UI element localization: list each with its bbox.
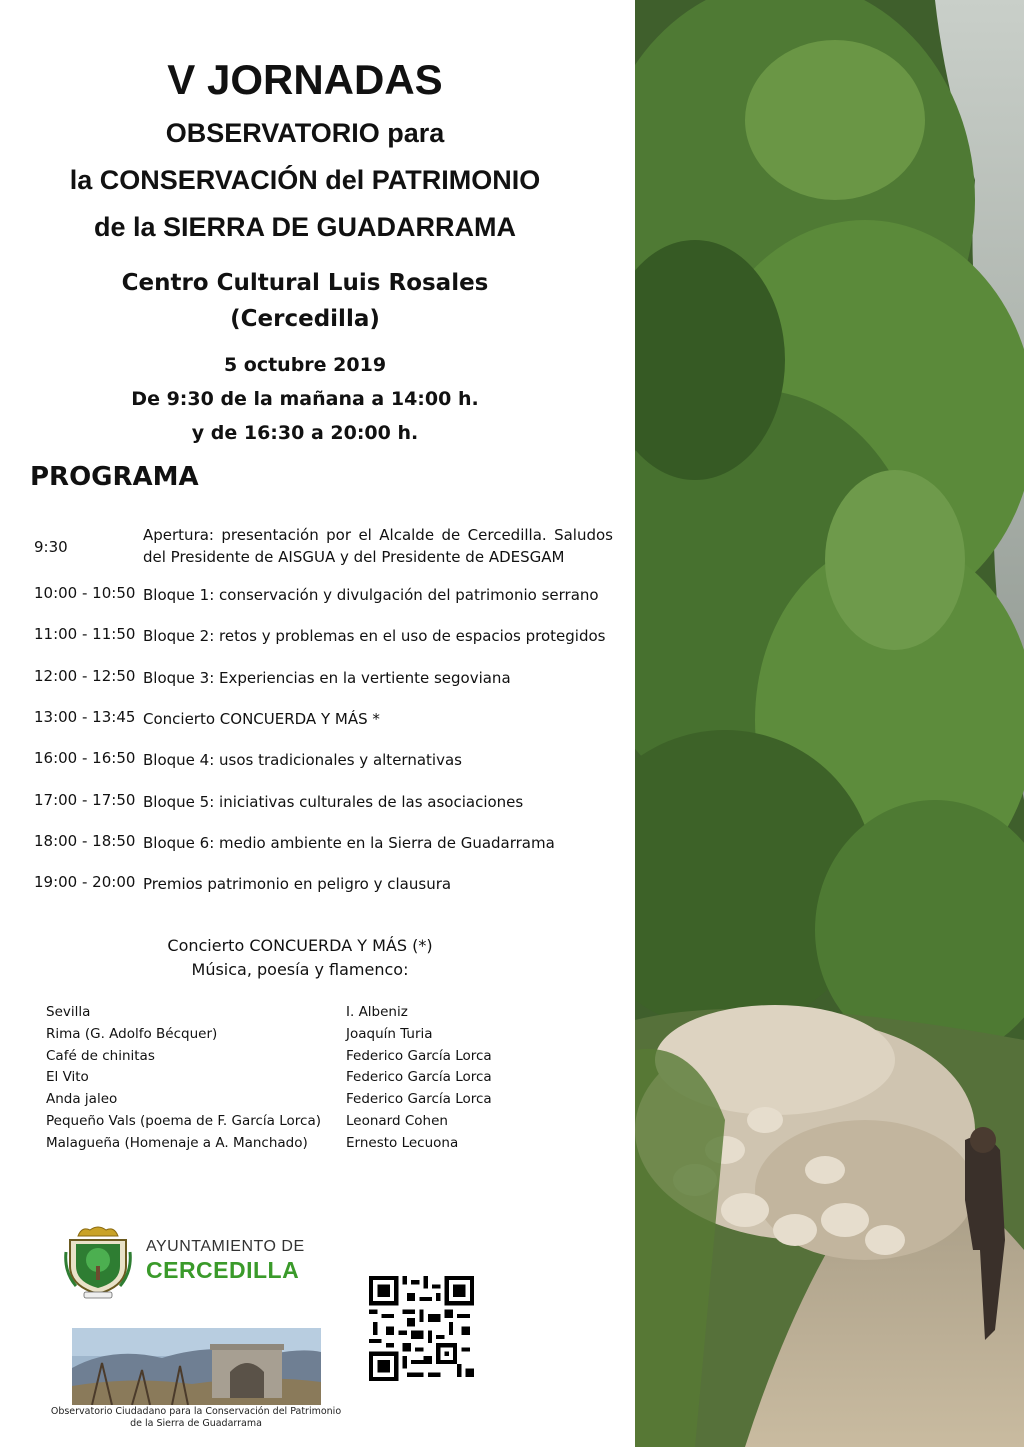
song-author: Joaquín Turia <box>346 1025 433 1042</box>
programa-time: 11:00 - 11:50 <box>34 625 136 643</box>
event-hours-morning: De 9:30 de la mañana a 14:00 h. <box>131 388 479 410</box>
programa-time: 12:00 - 12:50 <box>34 667 136 685</box>
observatorio-caption <box>40 1406 352 1429</box>
ayuntamiento-label: AYUNTAMIENTO DE <box>146 1238 305 1255</box>
programa-desc: Bloque 5: iniciativas culturales de las asociaciones <box>143 793 524 811</box>
programa-desc: Bloque 1: conservación y divulgación del patrimonio serrano <box>143 586 599 604</box>
song-authors-list <box>346 1002 492 1155</box>
programa-time: 18:00 - 18:50 <box>34 832 136 850</box>
programa-desc: Apertura: presentación por el Alcalde de Cercedilla. Saludos del Presidente de AISGUA y del Presidente de ADESGAM <box>143 526 613 566</box>
song-title: Rima (G. Adolfo Bécquer) <box>46 1025 218 1042</box>
event-subtitle-line3: de la SIERRA DE GUADARRAMA <box>93 212 517 242</box>
programa-time: 9:30 <box>34 538 68 556</box>
song-author: Ernesto Lecuona <box>346 1134 459 1151</box>
song-author: Leonard Cohen <box>346 1112 448 1129</box>
song-title: Café de chinitas <box>46 1047 155 1064</box>
programa-time: 16:00 - 16:50 <box>34 749 136 767</box>
observatorio-caption-line2: de la Sierra de Guadarrama <box>130 1417 262 1429</box>
song-titles-list <box>46 1002 321 1155</box>
event-hours-afternoon: y de 16:30 a 20:00 h. <box>191 422 419 444</box>
programa-time: 17:00 - 17:50 <box>34 791 136 809</box>
programa-time: 13:00 - 13:45 <box>34 708 136 726</box>
programa-desc: Premios patrimonio en peligro y clausura <box>143 875 452 893</box>
song-title: El Vito <box>46 1069 89 1086</box>
qr-code[interactable] <box>369 1276 474 1381</box>
observatorio-logo-image <box>72 1328 321 1405</box>
coat-of-arms-icon <box>62 1222 134 1300</box>
song-title: Malagueña (Homenaje a A. Manchado) <box>46 1134 308 1151</box>
ayuntamiento-logo <box>62 1222 332 1302</box>
song-title: Pequeño Vals (poema de F. García Lorca) <box>46 1112 321 1129</box>
venue-town: (Cercedilla) <box>230 306 380 332</box>
song-author: Federico García Lorca <box>346 1091 492 1108</box>
programa-desc: Concierto CONCUERDA Y MÁS * <box>143 710 380 728</box>
sheep-flock-photo <box>635 0 1024 1447</box>
programa-time: 10:00 - 10:50 <box>34 584 136 602</box>
programa-desc: Bloque 4: usos tradicionales y alternativas <box>143 751 462 769</box>
song-author: Federico García Lorca <box>346 1047 492 1064</box>
song-title: Anda jaleo <box>46 1091 118 1108</box>
observatorio-caption-line1: Observatorio Ciudadano para la Conservación del Patrimonio <box>50 1406 342 1417</box>
concierto-subtitle: Música, poesía y flamenco: <box>191 960 409 979</box>
event-subtitle-line2: la CONSERVACIÓN del PATRIMONIO <box>69 165 541 195</box>
cercedilla-label: CERCEDILLA <box>146 1257 300 1283</box>
programa-desc: Bloque 6: medio ambiente en la Sierra de Guadarrama <box>143 834 555 852</box>
song-author: Federico García Lorca <box>346 1069 492 1086</box>
event-subtitle-line1: OBSERVATORIO para <box>165 118 445 148</box>
programa-desc: Bloque 2: retos y problemas en el uso de espacios protegidos <box>143 627 606 645</box>
venue-name: Centro Cultural Luis Rosales <box>121 270 489 296</box>
event-title: V JORNADAS <box>167 56 443 103</box>
programa-time: 19:00 - 20:00 <box>34 873 136 891</box>
song-title: Sevilla <box>46 1004 91 1020</box>
programa-desc: Bloque 3: Experiencias en la vertiente segoviana <box>143 669 511 687</box>
concierto-title: Concierto CONCUERDA Y MÁS (*) <box>167 936 433 955</box>
event-date: 5 octubre 2019 <box>223 354 387 376</box>
programa-heading: PROGRAMA <box>30 462 199 492</box>
song-author: I. Albeniz <box>346 1004 408 1020</box>
